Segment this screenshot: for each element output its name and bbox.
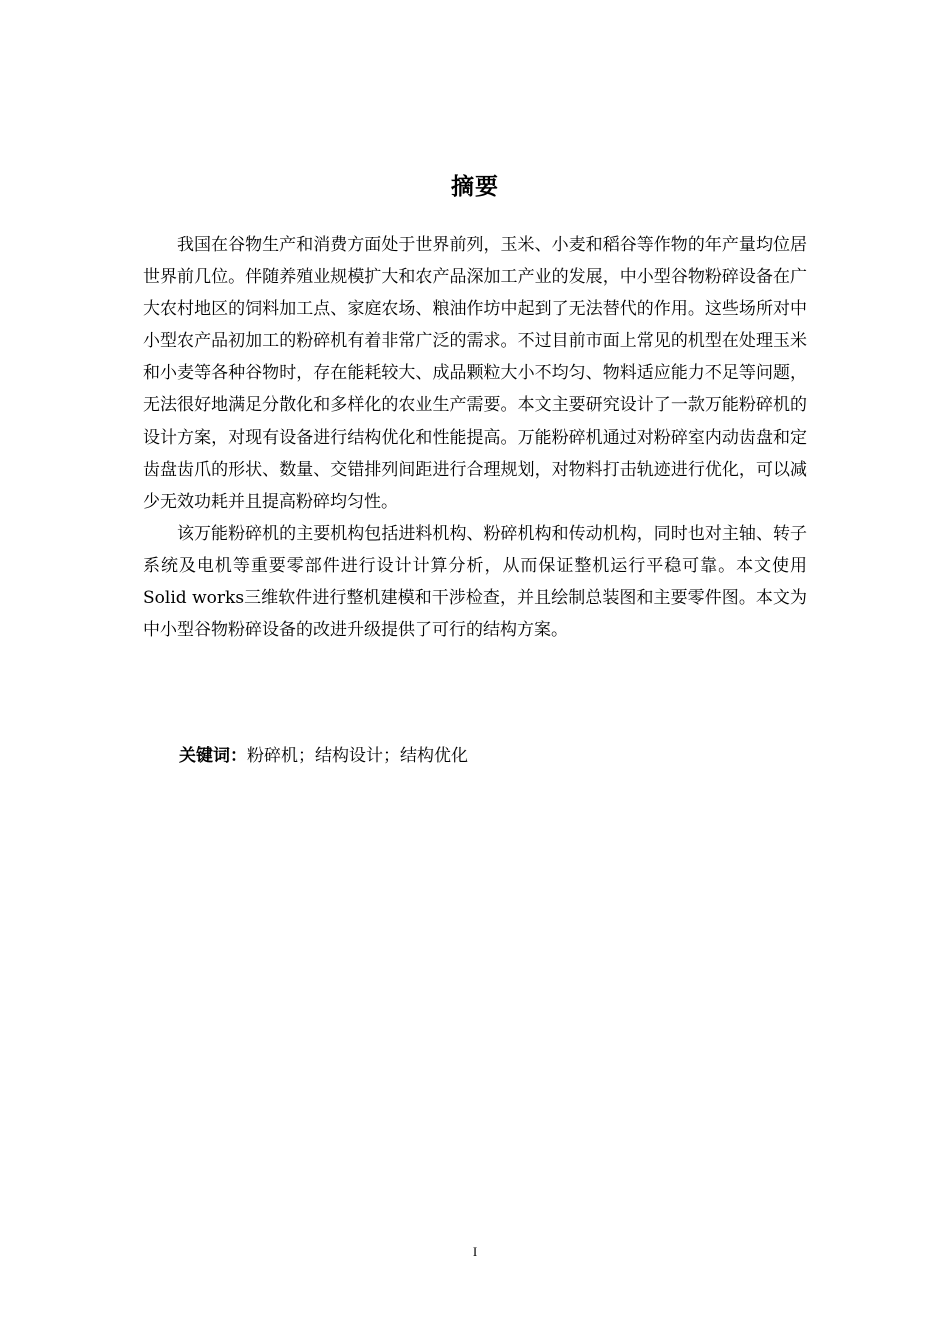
keywords-line: [179, 740, 468, 772]
page-number: I: [472, 1244, 478, 1259]
abstract-paragraph: 我国在谷物生产和消费方面处于世界前列，玉米、小麦和稻谷等作物的年产量均位居世界前几位。伴随养殖业规模扩大和农产品深加工产业的发展，中小型谷物粉碎设备在广大农村地区的饲料加工点、家庭农场、粮油作坊中起到了无法替代的作用。这些场所对中小型农产品初加工的粉碎机有着非常广泛的需求。不过目前市面上常见的机型在处理玉米和小麦等各种谷物时，存在能耗较大、成品颗粒大小不均匀、物料适应能力不足等问题，无法很好地满足分散化和多样化的农业生产需要。本文主要研究设计了一款万能粉碎机的设计方案，对现有设备进行结构优化和性能提高。万能粉碎机通过对粉碎室内动齿盘和定齿盘齿爪的形状、数量、交错排列间距进行合理规划，对物料打击轨迹进行优化，可以减少无效功耗并且提高粉碎均匀性。: [143, 235, 807, 512]
abstract-body: [143, 229, 807, 646]
abstract-paragraph: 该万能粉碎机的主要机构包括进料机构、粉碎机构和传动机构，同时也对主轴、转子系统及电机等重要零部件进行设计计算分析，从而保证整机运行平稳可靠。本文使用Solid works三维软件进行整机建模和干涉检查，并且绘制总装图和主要零件图。本文为中小型谷物粉碎设备的改进升级提供了可行的结构方案。: [143, 523, 807, 641]
page-title: 摘要: [451, 174, 499, 200]
keywords-label: 关键词：: [179, 746, 247, 766]
keywords-text: 粉碎机；结构设计；结构优化: [247, 746, 468, 766]
